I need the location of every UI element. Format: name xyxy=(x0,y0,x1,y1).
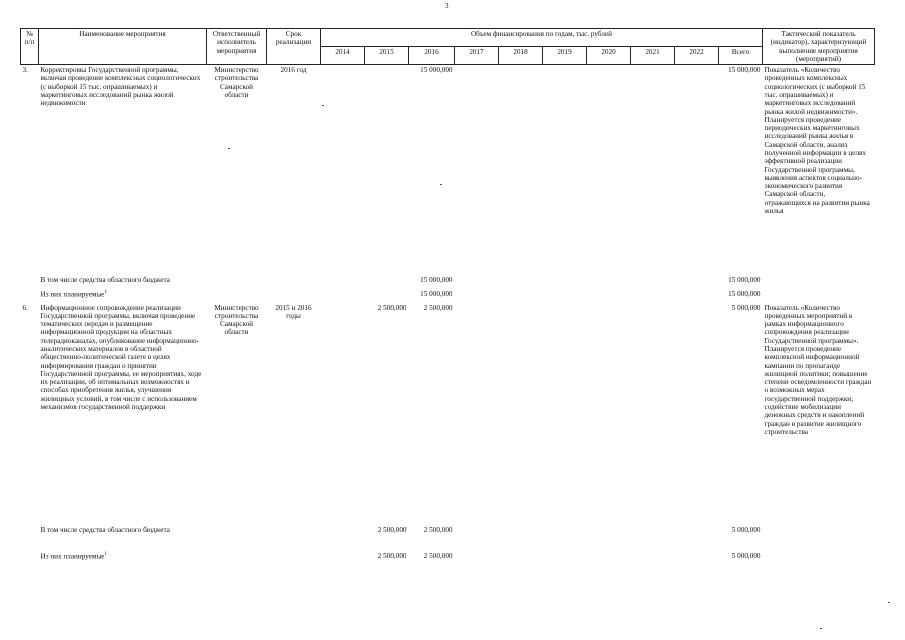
value-2014 xyxy=(321,303,365,525)
sub-row-label: Из них планируемые$^1$ xyxy=(40,551,107,561)
responsible-party: Министерство строительства Самарской области xyxy=(214,303,259,337)
header-row xyxy=(21,29,875,47)
sub-row xyxy=(21,525,875,551)
value-total: 5 000,000 xyxy=(731,525,761,534)
year-header: 2020 xyxy=(587,47,631,65)
col-num-header: № п/п xyxy=(21,29,39,65)
value-2016: 2 500,000 xyxy=(423,525,453,534)
value-2015: 2 500,000 xyxy=(377,525,407,534)
col-funding-header: Объем финансирования по годам, тыс. рублей xyxy=(321,29,763,47)
value-2016: 2 500,000 xyxy=(423,303,453,312)
year-header: 2022 xyxy=(675,47,719,65)
scan-speck xyxy=(888,602,890,603)
sub-row-label: Из них планируемые$^1$ xyxy=(40,289,107,299)
table-row xyxy=(21,303,875,525)
indicator: Показатель «Количество проведенных мероприятий в рамках информационного сопровождения реализации Государственной программы». Планируется проведение комплексной информационной кампании по пропаганде жилищной политики; повышение степени осведомленности граждан о возможных мерах государственной поддержки; содействие мобилизации денежных средств и накоплений граждан в развитие жилищного строительства xyxy=(764,303,872,436)
year-header: 2019 xyxy=(543,47,587,65)
page-number: 3 xyxy=(445,2,449,10)
col-indicator-header: Тактический показатель (индикатор), характеризующий выполнение мероприятия (мероприятий) xyxy=(763,29,875,65)
sub-row-label: В том числе средства областного бюджета xyxy=(40,275,170,284)
value-2016: 15 000,000 xyxy=(409,65,455,275)
footnote-mark: 1 xyxy=(104,289,107,295)
year-header: 2017 xyxy=(455,47,499,65)
col-responsible-header: Ответственный исполнитель мероприятия xyxy=(207,29,267,65)
indicator: Показатель «Количество проведенных комплексных социологических (с выборкой 15 тыс. опрашиваемых) и маркетинговых исследований рынка жилой недвижимости». Планируется проведение периодических маркетинговых исследований рынка жилья в Самарской области, анализ полученной информации в целях эффективной реализации Государственной программы, выявления аспектов социально-экономического развития Самарской области, отражающихся на развитии рынка жилья xyxy=(763,65,875,275)
table-row xyxy=(21,65,875,275)
year-header: 2021 xyxy=(631,47,675,65)
year-header: 2018 xyxy=(499,47,543,65)
row-number: 6. xyxy=(22,303,28,312)
scan-speck xyxy=(820,628,822,629)
value-2016: 2 500,000 xyxy=(423,551,453,560)
scan-speck xyxy=(440,184,442,185)
sub-row xyxy=(21,551,875,567)
responsible-party: Министерство строительства Самарской области xyxy=(207,65,267,275)
term: 2015 и 2016 годы xyxy=(275,303,312,320)
value-2015 xyxy=(365,65,409,275)
total-header: Всего xyxy=(719,47,763,65)
value-total: 5 000,000 xyxy=(731,303,761,312)
activity-name: Информационное сопровождение реализации Государственной программы, включая проведение тематических передач и размещение информационной продукции на областных телерадиоканалах, опубликование информационно-аналитических материалов в областной общественно-политической газете в целях информирования граждан о принятии Государственной программы, ее мероприятиях, ходе их реализации, об оптимальных возможностях и способах приобретения жилья, улучшения жилищных условий, в том числе с использованием механизмов государственной поддержки xyxy=(40,303,202,411)
value-total: 15 000,000 xyxy=(719,65,763,275)
year-header: 2016 xyxy=(409,47,455,65)
value-total: 15 000,000 xyxy=(728,289,761,298)
scan-speck xyxy=(322,105,324,106)
sub-row xyxy=(21,275,875,289)
col-term-header: Срок реализации xyxy=(267,29,321,65)
value-2015: 2 500,000 xyxy=(377,551,407,560)
activity-name: Корректировка Государственной программы, включая проведение комплексных социологических (с выборкой 15 тыс. опрашиваемых) и маркетинговых исследований рынка жилой недвижимости xyxy=(39,65,207,275)
year-header: 2014 xyxy=(321,47,365,65)
value-total: 15 000,000 xyxy=(728,275,761,284)
row-number: 3. xyxy=(21,65,39,275)
sub-row xyxy=(21,289,875,303)
footnote-mark: 1 xyxy=(104,551,107,557)
value-total: 5 000,000 xyxy=(731,551,761,560)
value-2016: 15 000,000 xyxy=(420,289,453,298)
sub-row-label: В том числе средства областного бюджета xyxy=(40,525,170,534)
funding-table xyxy=(20,28,875,567)
col-name-header: Наименование мероприятия xyxy=(39,29,207,65)
value-2014 xyxy=(321,65,365,275)
term: 2016 год xyxy=(267,65,321,275)
value-2016: 15 000,000 xyxy=(420,275,453,284)
scan-speck xyxy=(228,148,230,149)
year-header: 2015 xyxy=(365,47,409,65)
value-2015: 2 500,000 xyxy=(377,303,407,312)
